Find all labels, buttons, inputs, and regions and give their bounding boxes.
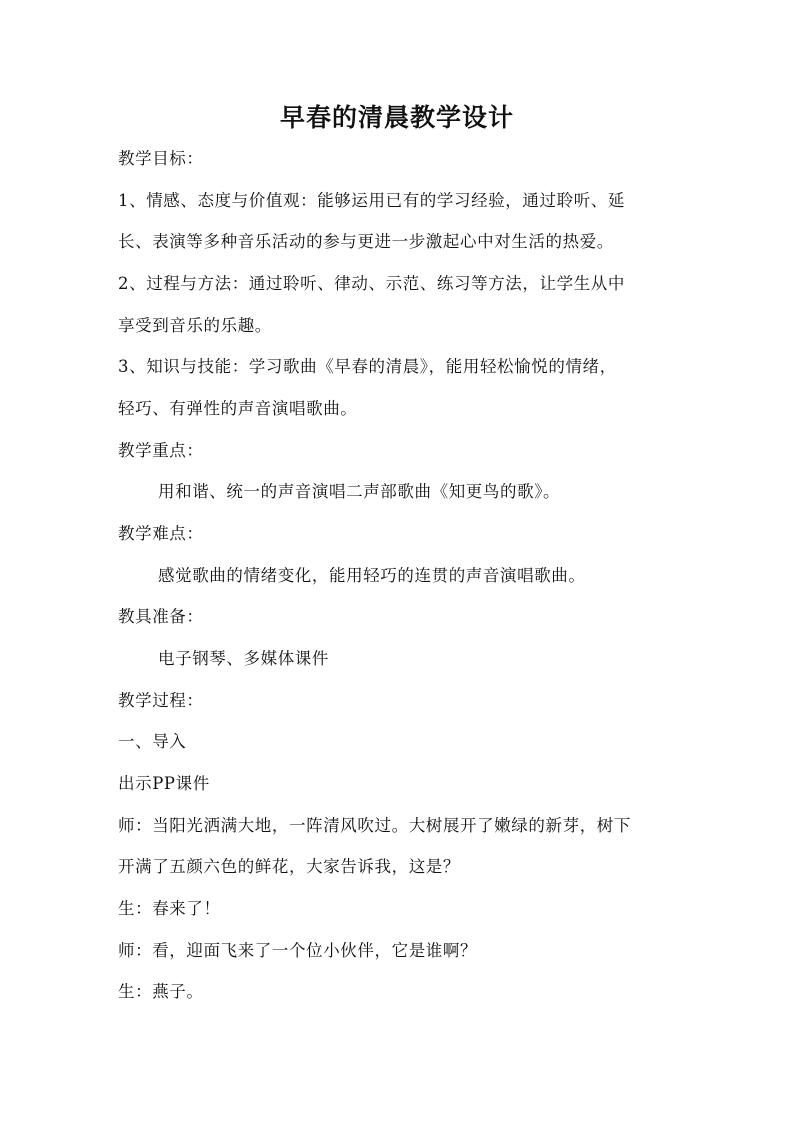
section-heading-key-points: 教学重点： (118, 441, 204, 460)
paragraph-line: 享受到音乐的乐趣。 (118, 316, 272, 335)
dialogue-line: 生：春来了！ (118, 899, 221, 918)
paragraph-line: 3、知识与技能：学习歌曲《早春的清晨》，能用轻松愉悦的情绪， (118, 357, 617, 376)
dialogue-line: 开满了五颜六色的鲜花，大家告诉我，这是？ (118, 857, 460, 876)
section-heading-objectives: 教学目标： (118, 149, 204, 168)
document-title: 早春的清晨教学设计 (279, 103, 514, 132)
section-heading-materials: 教具准备： (118, 607, 204, 626)
dialogue-line: 师：当阳光洒满大地，一阵清风吹过。大树展开了嫩绿的新芽，树下 (118, 816, 631, 835)
subsection-heading-intro: 一、导入 (118, 732, 187, 751)
paragraph-line: 1、情感、态度与价值观：能够运用已有的学习经验，通过聆听、延 (118, 191, 625, 210)
paragraph-line: 用和谐、统一的声音演唱二声部歌曲《知更鸟的歌》。 (158, 482, 561, 501)
dialogue-line: 师：看，迎面飞来了一个位小伙伴，它是谁啊？ (118, 941, 478, 960)
paragraph-line: 2、过程与方法：通过聆听、律动、示范、练习等方法，让学生从中 (118, 274, 625, 293)
paragraph-line: 轻巧、有弹性的声音演唱歌曲。 (118, 399, 358, 418)
paragraph-line: 电子钢琴、多媒体课件 (158, 649, 329, 668)
paragraph-line: 长、表演等多种音乐活动的参与更进一步激起心中对生活的热爱。 (118, 232, 614, 251)
paragraph-line: 感觉歌曲的情绪变化，能用轻巧的连贯的声音演唱歌曲。 (158, 566, 586, 585)
dialogue-line: 生：燕子。 (118, 982, 204, 1001)
section-heading-difficulties: 教学难点： (118, 524, 204, 543)
paragraph-line: 出示PP课件 (118, 774, 210, 793)
section-heading-process: 教学过程： (118, 691, 204, 710)
